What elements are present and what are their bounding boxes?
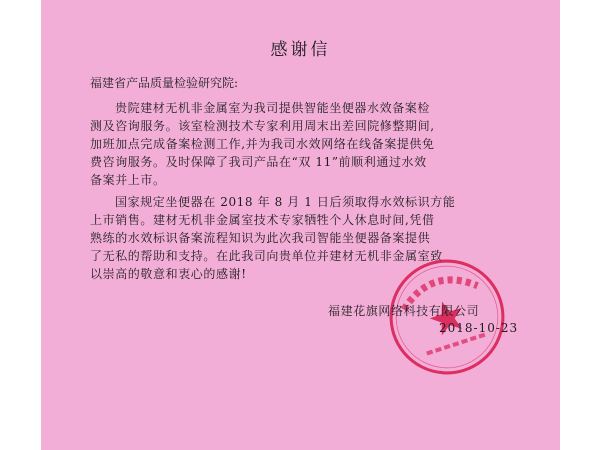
signature-date: 2018-10-23 [439, 321, 519, 335]
paragraph-1-line-1: 贵院建材无机非金属室为我司提供智能坐便器水效备案检 [115, 101, 431, 115]
letter-title: 感谢信 [270, 40, 331, 60]
paragraph-2-line-3: 熟练的水效标识备案流程知识为此次我司智能坐便器备案提供 [90, 231, 431, 245]
paragraph-1-line-4: 费咨询服务。及时保障了我司产品在“双 11”前顺利通过水效 [90, 155, 427, 169]
paragraph-1-line-5: 备案并上市。 [90, 173, 166, 187]
paragraph-2-line-2: 上市销售。建材无机非金属室技术专家牺牲个人休息时间,凭借 [90, 213, 435, 227]
paragraph-2-line-4: 了无私的帮助和支持。在此我司向贵单位并建材无机非金属室致 [90, 249, 443, 263]
paragraph-2-line-1: 国家规定坐便器在 2018 年 8 月 1 日后须取得水效标识方能 [115, 195, 456, 209]
signature-company: 福建花旗网络科技有限公司 [328, 304, 480, 318]
paragraph-1-line-3: 加班加点完成备案检测工作,并为我司水效网络在线备案提供免 [90, 137, 435, 151]
recipient-line: 福建省产品质量检验研究院: [90, 76, 239, 90]
letter-page [41, 0, 560, 450]
paragraph-2-line-5: 以崇高的敬意和衷心的感谢! [90, 267, 247, 281]
paragraph-1-line-2: 测及咨询服务。该室检测技术专家利用周末出差回院修整期间, [90, 119, 435, 133]
